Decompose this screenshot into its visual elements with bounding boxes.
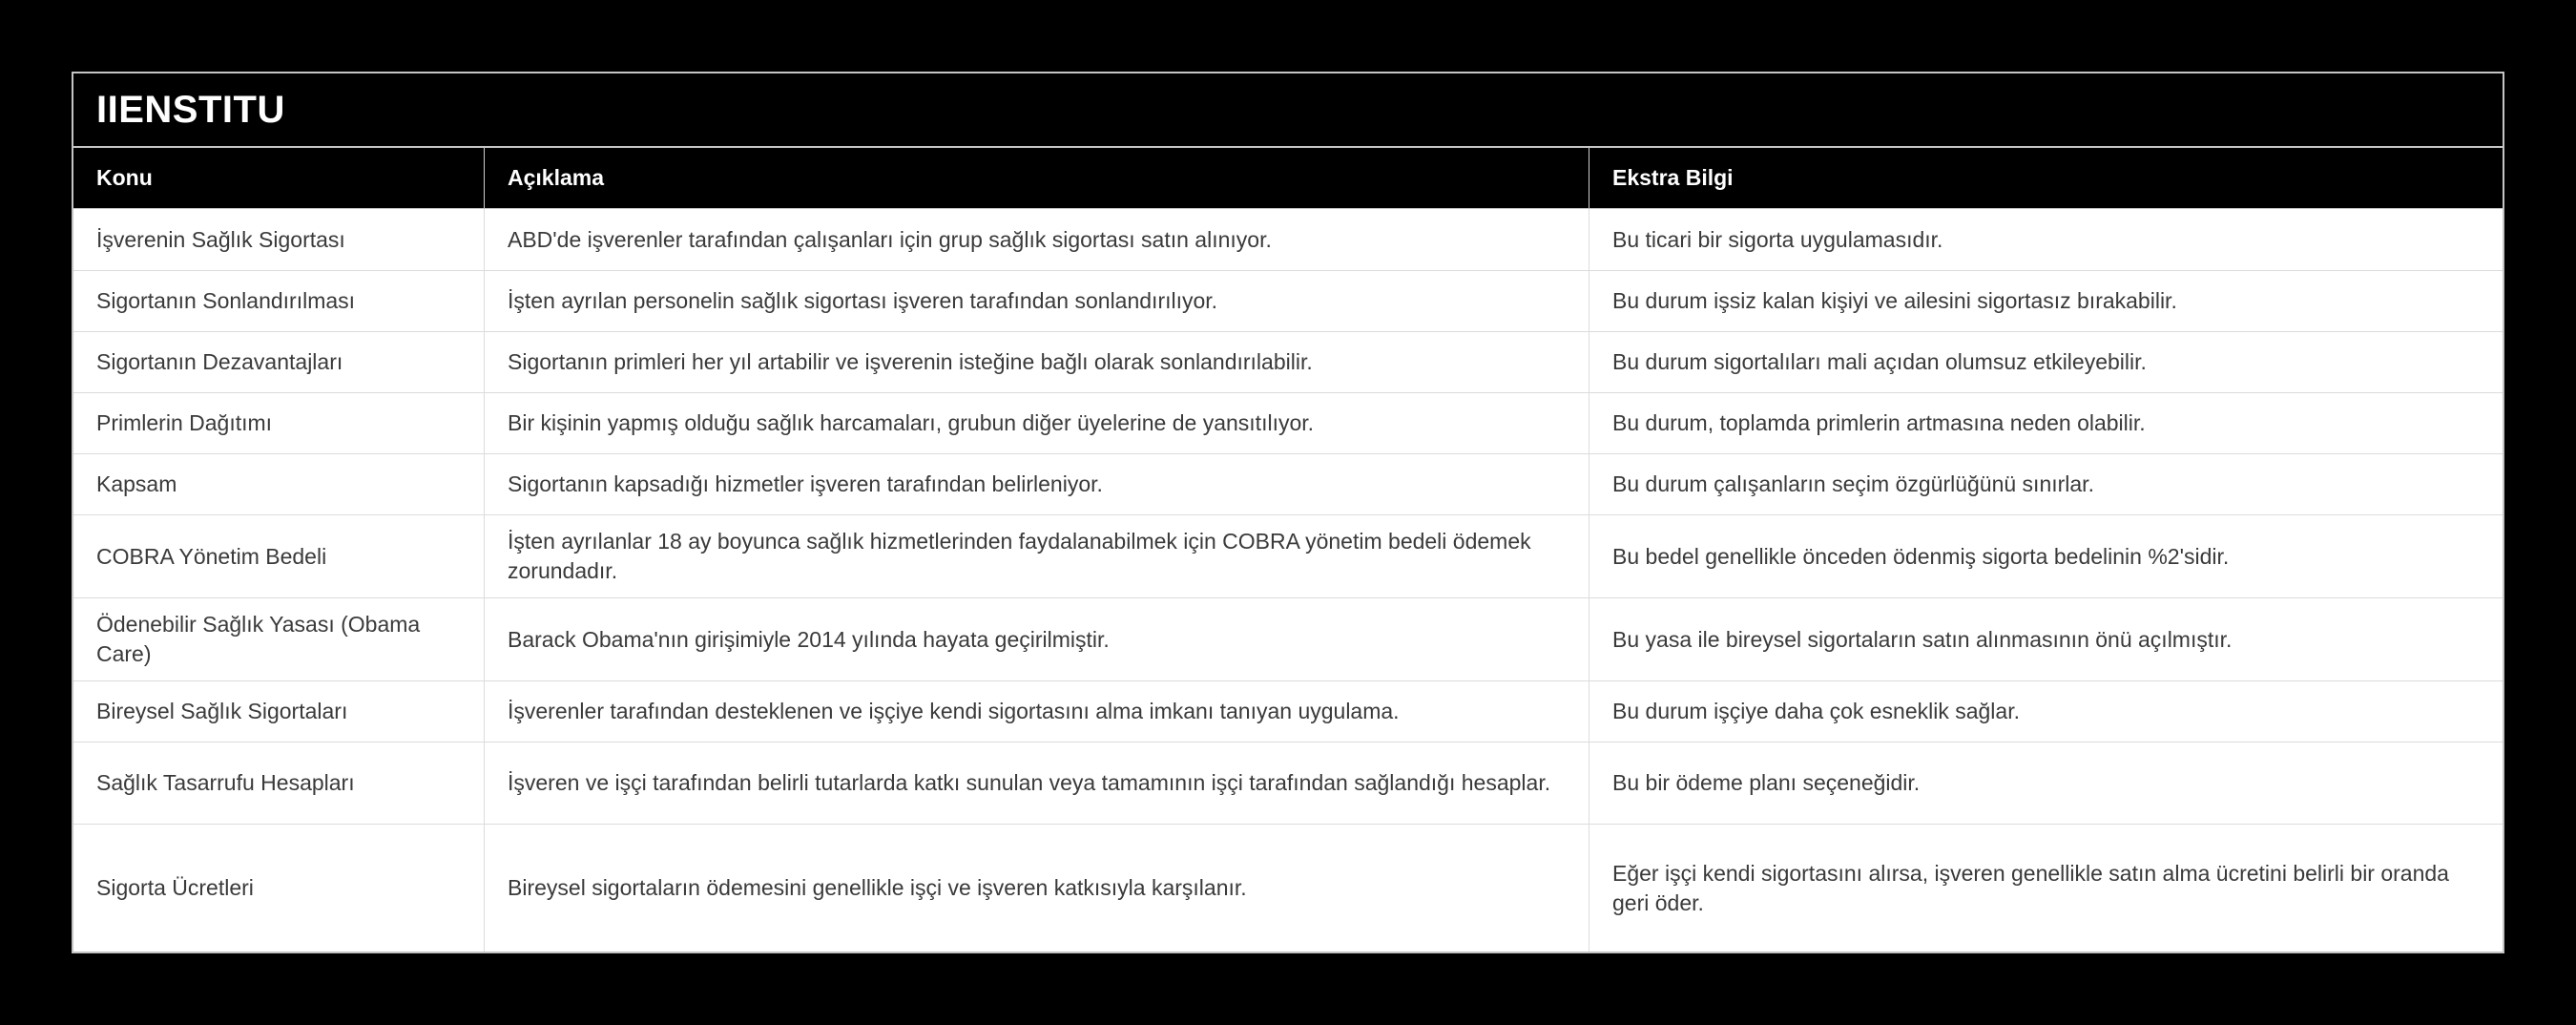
ekstra-bilgi-cell: Bu durum işsiz kalan kişiyi ve ailesini sigortasız bırakabilir. xyxy=(1589,271,2503,331)
table-row xyxy=(73,331,2503,392)
column-header-ekstra-bilgi: Ekstra Bilgi xyxy=(1589,148,2503,208)
table-header-row xyxy=(73,148,2503,209)
ekstra-bilgi-cell: Bu durum işçiye daha çok esneklik sağlar. xyxy=(1589,681,2503,742)
table-row xyxy=(73,597,2503,680)
table-title: IIENSTITU xyxy=(96,88,285,131)
table-row xyxy=(73,742,2503,824)
column-header-konu: Konu xyxy=(96,165,153,190)
table-row xyxy=(73,514,2503,597)
ekstra-bilgi-cell: Eğer işçi kendi sigortasını alırsa, işveren genellikle satın alma ücretini belirli bir oranda geri öder. xyxy=(1589,825,2503,952)
aciklama-cell: Sigortanın kapsadığı hizmetler işveren tarafından belirleniyor. xyxy=(484,454,1589,514)
table-row xyxy=(73,270,2503,331)
column-header-aciklama: Açıklama xyxy=(484,148,1589,208)
konu-cell: Sigortanın Dezavantajları xyxy=(96,349,343,374)
aciklama-cell: ABD'de işverenler tarafından çalışanları için grup sağlık sigortası satın alınıyor. xyxy=(484,209,1589,270)
table-title-bar xyxy=(73,73,2503,148)
konu-cell: Ödenebilir Sağlık Yasası (Obama Care) xyxy=(96,612,421,666)
aciklama-cell: İşverenler tarafından desteklenen ve işçiye kendi sigortasını alma imkanı tanıyan uygulama. xyxy=(484,681,1589,742)
aciklama-cell: İşveren ve işçi tarafından belirli tutarlarda katkı sunulan veya tamamının işçi tarafından sağlandığı hesaplar. xyxy=(484,743,1589,824)
ekstra-bilgi-cell: Bu durum çalışanların seçim özgürlüğünü sınırlar. xyxy=(1589,454,2503,514)
ekstra-bilgi-cell: Bu yasa ile bireysel sigortaların satın alınmasının önü açılmıştır. xyxy=(1589,598,2503,680)
konu-cell: Bireysel Sağlık Sigortaları xyxy=(96,699,348,723)
ekstra-bilgi-cell: Bu durum sigortalıları mali açıdan olumsuz etkileyebilir. xyxy=(1589,332,2503,392)
konu-cell: Sigorta Ücretleri xyxy=(96,875,254,900)
konu-cell: Kapsam xyxy=(96,471,177,496)
aciklama-cell: İşten ayrılan personelin sağlık sigortası işveren tarafından sonlandırılıyor. xyxy=(484,271,1589,331)
konu-cell: Sağlık Tasarrufu Hesapları xyxy=(96,770,355,795)
table-row xyxy=(73,209,2503,270)
insurance-info-table xyxy=(72,72,2504,953)
table-row xyxy=(73,824,2503,952)
ekstra-bilgi-cell: Bu ticari bir sigorta uygulamasıdır. xyxy=(1589,209,2503,270)
aciklama-cell: Bir kişinin yapmış olduğu sağlık harcamaları, grubun diğer üyelerine de yansıtılıyor. xyxy=(484,393,1589,453)
konu-cell: Sigortanın Sonlandırılması xyxy=(96,288,356,313)
aciklama-cell: İşten ayrılanlar 18 ay boyunca sağlık hizmetlerinden faydalanabilmek için COBRA yönetim bedeli ödemek zorundadır. xyxy=(484,515,1589,597)
aciklama-cell: Bireysel sigortaların ödemesini genellikle işçi ve işveren katkısıyla karşılanır. xyxy=(484,825,1589,952)
aciklama-cell: Barack Obama'nın girişimiyle 2014 yılında hayata geçirilmiştir. xyxy=(484,598,1589,680)
ekstra-bilgi-cell: Bu bir ödeme planı seçeneğidir. xyxy=(1589,743,2503,824)
ekstra-bilgi-cell: Bu durum, toplamda primlerin artmasına neden olabilir. xyxy=(1589,393,2503,453)
aciklama-cell: Sigortanın primleri her yıl artabilir ve işverenin isteğine bağlı olarak sonlandırılabilir. xyxy=(484,332,1589,392)
table-row xyxy=(73,453,2503,514)
konu-cell: Primlerin Dağıtımı xyxy=(96,410,273,435)
konu-cell: COBRA Yönetim Bedeli xyxy=(96,543,327,569)
table-row xyxy=(73,392,2503,453)
konu-cell: İşverenin Sağlık Sigortası xyxy=(96,226,345,252)
table-row xyxy=(73,680,2503,742)
ekstra-bilgi-cell: Bu bedel genellikle önceden ödenmiş sigorta bedelinin %2'sidir. xyxy=(1589,515,2503,597)
